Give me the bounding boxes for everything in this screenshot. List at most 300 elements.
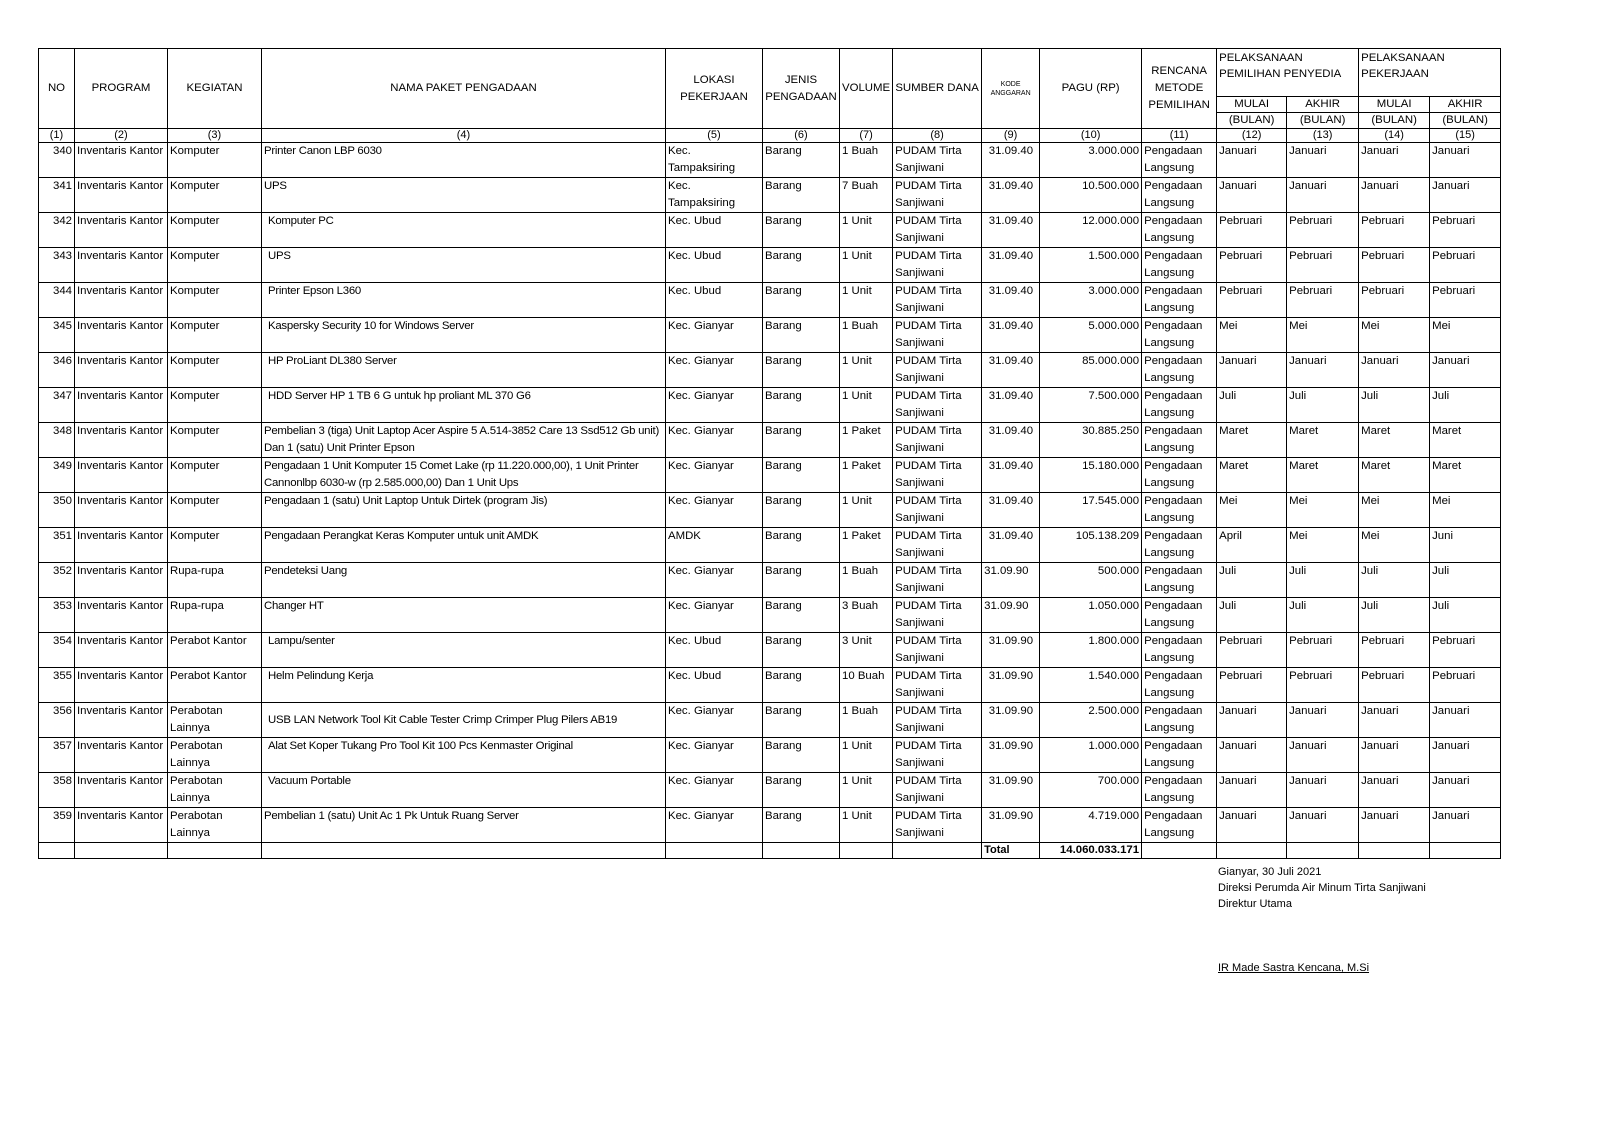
cell-pekerjaan-akhir: Mei [1430, 318, 1501, 353]
header-program: PROGRAM [75, 49, 168, 129]
cell-pekerjaan-mulai: Juli [1359, 598, 1430, 633]
header-lokasi: LOKASI PEKERJAAN [666, 49, 763, 129]
cell-volume: 1 Buah [840, 318, 893, 353]
cell-pekerjaan-akhir: Januari [1430, 773, 1501, 808]
cell-sumber-dana: PUDAM Tirta Sanjiwani [893, 808, 982, 843]
cell-metode: Pengadaan Langsung [1142, 458, 1217, 493]
cell-jenis: Barang [763, 143, 840, 178]
cell-sumber-dana: PUDAM Tirta Sanjiwani [893, 283, 982, 318]
cell-pekerjaan-mulai: Januari [1359, 808, 1430, 843]
table-row [39, 493, 1501, 528]
header-mulai: MULAI [1359, 97, 1430, 113]
cell-lokasi: Kec. Gianyar [666, 738, 763, 773]
cell-metode: Pengadaan Langsung [1142, 283, 1217, 318]
total-value: 14.060.033.171 [1040, 843, 1142, 859]
header-bulan: (BULAN) [1287, 113, 1359, 129]
cell-kode-anggaran: 31.09.40 [982, 248, 1040, 283]
cell-jenis: Barang [763, 318, 840, 353]
cell-pagu: 105.138.209 [1040, 528, 1142, 563]
cell-pemilihan-akhir: Januari [1287, 808, 1359, 843]
cell-program: Inventaris Kantor [75, 738, 168, 773]
cell-volume: 10 Buah [840, 668, 893, 703]
cell-volume: 7 Buah [840, 178, 893, 213]
cell-pagu: 17.545.000 [1040, 493, 1142, 528]
cell-program: Inventaris Kantor [75, 143, 168, 178]
cell-pagu: 700.000 [1040, 773, 1142, 808]
cell-kegiatan: Komputer [168, 353, 262, 388]
cell-volume: 1 Unit [840, 773, 893, 808]
cell-nama-paket: Pembelian 1 (satu) Unit Ac 1 Pk Untuk Ruang Server [262, 808, 666, 843]
cell-kode-anggaran: 31.09.40 [982, 493, 1040, 528]
cell-volume: 1 Paket [840, 423, 893, 458]
cell-pekerjaan-mulai: Maret [1359, 423, 1430, 458]
cell-volume: 3 Buah [840, 598, 893, 633]
cell-jenis: Barang [763, 248, 840, 283]
cell-kode-anggaran: 31.09.40 [982, 528, 1040, 563]
table-row [39, 248, 1501, 283]
cell-jenis: Barang [763, 633, 840, 668]
cell-pemilihan-akhir: Januari [1287, 353, 1359, 388]
cell-pekerjaan-mulai: Juli [1359, 563, 1430, 598]
cell-program: Inventaris Kantor [75, 563, 168, 598]
cell-program: Inventaris Kantor [75, 353, 168, 388]
table-row [39, 283, 1501, 318]
cell-kode-anggaran: 31.09.90 [982, 598, 1040, 633]
cell-kegiatan: Perabot Kantor [168, 668, 262, 703]
cell-pekerjaan-akhir: Juli [1430, 388, 1501, 423]
cell-volume: 1 Unit [840, 738, 893, 773]
cell-pagu: 2.500.000 [1040, 703, 1142, 738]
cell-nama-paket: HP ProLiant DL380 Server [262, 353, 666, 388]
table-row [39, 388, 1501, 423]
cell-pekerjaan-akhir: Mei [1430, 493, 1501, 528]
cell-pemilihan-mulai: Pebruari [1217, 213, 1287, 248]
cell-kegiatan: Rupa-rupa [168, 563, 262, 598]
cell-pemilihan-mulai: Januari [1217, 738, 1287, 773]
cell-kode-anggaran: 31.09.90 [982, 668, 1040, 703]
cell-metode: Pengadaan Langsung [1142, 773, 1217, 808]
cell-nama-paket: Kaspersky Security 10 for Windows Server [262, 318, 666, 353]
header-nama-paket: NAMA PAKET PENGADAAN [262, 49, 666, 129]
cell-pekerjaan-mulai: Januari [1359, 773, 1430, 808]
cell-sumber-dana: PUDAM Tirta Sanjiwani [893, 598, 982, 633]
cell-nama-paket: Pengadaan 1 Unit Komputer 15 Comet Lake (rp 11.220.000,00), 1 Unit Printer Cannonlbp 6030-w (rp 2.585.000,00) Dan 1 Unit Ups [262, 458, 666, 493]
header-kegiatan: KEGIATAN [168, 49, 262, 129]
cell-sumber-dana: PUDAM Tirta Sanjiwani [893, 668, 982, 703]
cell-program: Inventaris Kantor [75, 423, 168, 458]
cell-no: 347 [39, 388, 75, 423]
cell-metode: Pengadaan Langsung [1142, 703, 1217, 738]
cell-pekerjaan-akhir: Maret [1430, 458, 1501, 493]
signature-block [1218, 864, 1426, 976]
cell-pagu: 7.500.000 [1040, 388, 1142, 423]
cell-no: 359 [39, 808, 75, 843]
cell-program: Inventaris Kantor [75, 388, 168, 423]
cell-pagu: 1.500.000 [1040, 248, 1142, 283]
header-pelaksanaan-pemilihan: PELAKSANAAN PEMILIHAN PENYEDIA [1217, 49, 1359, 97]
cell-program: Inventaris Kantor [75, 528, 168, 563]
cell-pemilihan-mulai: Maret [1217, 458, 1287, 493]
cell-lokasi: Kec. Ubud [666, 213, 763, 248]
cell-nama-paket: Pendeteksi Uang [262, 563, 666, 598]
cell-no: 342 [39, 213, 75, 248]
table-row [39, 528, 1501, 563]
cell-jenis: Barang [763, 283, 840, 318]
cell-pekerjaan-mulai: Mei [1359, 528, 1430, 563]
cell-volume: 1 Buah [840, 143, 893, 178]
cell-program: Inventaris Kantor [75, 598, 168, 633]
cell-pemilihan-akhir: Maret [1287, 458, 1359, 493]
column-index-row [39, 129, 1501, 143]
cell-no: 358 [39, 773, 75, 808]
cell-nama-paket: Pembelian 3 (tiga) Unit Laptop Acer Aspire 5 A.514-3852 Care 13 Ssd512 Gb unit) Dan 1 (satu) Unit Printer Epson [262, 423, 666, 458]
cell-pekerjaan-mulai: Januari [1359, 353, 1430, 388]
cell-metode: Pengadaan Langsung [1142, 528, 1217, 563]
cell-jenis: Barang [763, 563, 840, 598]
cell-pemilihan-mulai: Mei [1217, 318, 1287, 353]
cell-volume: 3 Unit [840, 633, 893, 668]
cell-pekerjaan-akhir: Pebruari [1430, 248, 1501, 283]
cell-lokasi: Kec. Ubud [666, 283, 763, 318]
cell-lokasi: Kec. Ubud [666, 248, 763, 283]
cell-pemilihan-mulai: Januari [1217, 353, 1287, 388]
cell-program: Inventaris Kantor [75, 808, 168, 843]
cell-sumber-dana: PUDAM Tirta Sanjiwani [893, 703, 982, 738]
cell-metode: Pengadaan Langsung [1142, 318, 1217, 353]
cell-kode-anggaran: 31.09.40 [982, 388, 1040, 423]
table-row [39, 563, 1501, 598]
cell-volume: 1 Buah [840, 563, 893, 598]
cell-no: 356 [39, 703, 75, 738]
cell-volume: 1 Unit [840, 353, 893, 388]
cell-nama-paket: Helm Pelindung Kerja [262, 668, 666, 703]
cell-nama-paket: USB LAN Network Tool Kit Cable Tester Crimp Crimper Plug Pilers AB19 [262, 703, 666, 738]
cell-jenis: Barang [763, 668, 840, 703]
cell-pagu: 30.885.250 [1040, 423, 1142, 458]
cell-pagu: 5.000.000 [1040, 318, 1142, 353]
header-sumber-dana: SUMBER DANA [893, 49, 982, 129]
cell-kode-anggaran: 31.09.90 [982, 738, 1040, 773]
cell-pemilihan-mulai: Pebruari [1217, 283, 1287, 318]
column-index: (9) [982, 129, 1040, 143]
cell-pemilihan-akhir: Pebruari [1287, 283, 1359, 318]
cell-program: Inventaris Kantor [75, 633, 168, 668]
cell-pagu: 85.000.000 [1040, 353, 1142, 388]
cell-pekerjaan-mulai: Januari [1359, 703, 1430, 738]
cell-sumber-dana: PUDAM Tirta Sanjiwani [893, 143, 982, 178]
cell-pagu: 1.000.000 [1040, 738, 1142, 773]
cell-sumber-dana: PUDAM Tirta Sanjiwani [893, 563, 982, 598]
cell-lokasi: Kec. Gianyar [666, 353, 763, 388]
table-row [39, 458, 1501, 493]
cell-pekerjaan-akhir: Januari [1430, 703, 1501, 738]
table-footer [39, 843, 1501, 859]
header-bulan: (BULAN) [1359, 113, 1430, 129]
cell-jenis: Barang [763, 773, 840, 808]
cell-sumber-dana: PUDAM Tirta Sanjiwani [893, 353, 982, 388]
cell-lokasi: Kec. Gianyar [666, 598, 763, 633]
cell-kegiatan: Perabot Kantor [168, 633, 262, 668]
cell-pemilihan-akhir: Maret [1287, 423, 1359, 458]
cell-metode: Pengadaan Langsung [1142, 563, 1217, 598]
cell-kegiatan: Komputer [168, 388, 262, 423]
cell-no: 343 [39, 248, 75, 283]
cell-program: Inventaris Kantor [75, 703, 168, 738]
table-row [39, 703, 1501, 738]
cell-pekerjaan-akhir: Pebruari [1430, 213, 1501, 248]
cell-no: 355 [39, 668, 75, 703]
cell-pemilihan-akhir: Januari [1287, 703, 1359, 738]
cell-kode-anggaran: 31.09.90 [982, 808, 1040, 843]
cell-nama-paket: HDD Server HP 1 TB 6 G untuk hp proliant ML 370 G6 [262, 388, 666, 423]
table-row [39, 353, 1501, 388]
cell-metode: Pengadaan Langsung [1142, 178, 1217, 213]
cell-metode: Pengadaan Langsung [1142, 633, 1217, 668]
cell-nama-paket: Printer Epson L360 [262, 283, 666, 318]
header-pagu: PAGU (RP) [1040, 49, 1142, 129]
cell-pemilihan-akhir: Mei [1287, 528, 1359, 563]
cell-sumber-dana: PUDAM Tirta Sanjiwani [893, 493, 982, 528]
table-header [39, 49, 1501, 143]
cell-kegiatan: Komputer [168, 143, 262, 178]
cell-metode: Pengadaan Langsung [1142, 598, 1217, 633]
column-index: (11) [1142, 129, 1217, 143]
cell-sumber-dana: PUDAM Tirta Sanjiwani [893, 178, 982, 213]
cell-nama-paket: UPS [262, 178, 666, 213]
cell-sumber-dana: PUDAM Tirta Sanjiwani [893, 213, 982, 248]
cell-pekerjaan-mulai: Pebruari [1359, 283, 1430, 318]
cell-no: 350 [39, 493, 75, 528]
cell-pemilihan-mulai: Juli [1217, 563, 1287, 598]
cell-pekerjaan-mulai: Januari [1359, 178, 1430, 213]
header-akhir: AKHIR [1287, 97, 1359, 113]
cell-jenis: Barang [763, 738, 840, 773]
procurement-table [38, 48, 1501, 859]
cell-nama-paket: Vacuum Portable [262, 773, 666, 808]
cell-lokasi: Kec. Gianyar [666, 808, 763, 843]
cell-pemilihan-mulai: Juli [1217, 388, 1287, 423]
cell-kegiatan: Perabotan Lainnya [168, 773, 262, 808]
cell-jenis: Barang [763, 353, 840, 388]
cell-jenis: Barang [763, 213, 840, 248]
cell-pemilihan-akhir: Januari [1287, 143, 1359, 178]
cell-pemilihan-akhir: Januari [1287, 178, 1359, 213]
cell-volume: 1 Unit [840, 808, 893, 843]
cell-lokasi: Kec. Gianyar [666, 388, 763, 423]
cell-kegiatan: Perabotan Lainnya [168, 808, 262, 843]
table-row [39, 213, 1501, 248]
cell-pemilihan-akhir: Juli [1287, 563, 1359, 598]
cell-pemilihan-akhir: Januari [1287, 738, 1359, 773]
cell-pemilihan-akhir: Mei [1287, 318, 1359, 353]
column-index: (2) [75, 129, 168, 143]
cell-pekerjaan-mulai: Juli [1359, 388, 1430, 423]
cell-pemilihan-mulai: Pebruari [1217, 668, 1287, 703]
cell-pagu: 3.000.000 [1040, 283, 1142, 318]
cell-kegiatan: Komputer [168, 178, 262, 213]
cell-no: 346 [39, 353, 75, 388]
cell-kode-anggaran: 31.09.40 [982, 143, 1040, 178]
cell-kode-anggaran: 31.09.90 [982, 773, 1040, 808]
header-no: NO [39, 49, 75, 129]
cell-pemilihan-akhir: Juli [1287, 388, 1359, 423]
cell-jenis: Barang [763, 423, 840, 458]
cell-pagu: 500.000 [1040, 563, 1142, 598]
cell-kegiatan: Komputer [168, 248, 262, 283]
cell-pagu: 15.180.000 [1040, 458, 1142, 493]
cell-pemilihan-akhir: Pebruari [1287, 668, 1359, 703]
table-row [39, 178, 1501, 213]
cell-program: Inventaris Kantor [75, 213, 168, 248]
cell-pemilihan-mulai: Mei [1217, 493, 1287, 528]
cell-kode-anggaran: 31.09.40 [982, 423, 1040, 458]
cell-nama-paket: Pengadaan Perangkat Keras Komputer untuk unit AMDK [262, 528, 666, 563]
cell-lokasi: Kec. Gianyar [666, 703, 763, 738]
column-index: (4) [262, 129, 666, 143]
table-body [39, 143, 1501, 843]
cell-volume: 1 Paket [840, 458, 893, 493]
cell-pekerjaan-mulai: Mei [1359, 318, 1430, 353]
cell-nama-paket: Alat Set Koper Tukang Pro Tool Kit 100 Pcs Kenmaster Original [262, 738, 666, 773]
cell-metode: Pengadaan Langsung [1142, 423, 1217, 458]
cell-pemilihan-mulai: Januari [1217, 773, 1287, 808]
cell-nama-paket: UPS [262, 248, 666, 283]
cell-jenis: Barang [763, 528, 840, 563]
cell-pekerjaan-akhir: Juni [1430, 528, 1501, 563]
cell-program: Inventaris Kantor [75, 668, 168, 703]
cell-pagu: 10.500.000 [1040, 178, 1142, 213]
cell-pekerjaan-akhir: Juli [1430, 563, 1501, 598]
cell-pemilihan-mulai: Januari [1217, 808, 1287, 843]
cell-pemilihan-mulai: Januari [1217, 178, 1287, 213]
cell-metode: Pengadaan Langsung [1142, 388, 1217, 423]
cell-no: 340 [39, 143, 75, 178]
column-index: (6) [763, 129, 840, 143]
cell-program: Inventaris Kantor [75, 773, 168, 808]
cell-program: Inventaris Kantor [75, 283, 168, 318]
cell-kode-anggaran: 31.09.40 [982, 178, 1040, 213]
cell-pekerjaan-mulai: Januari [1359, 143, 1430, 178]
cell-kode-anggaran: 31.09.90 [982, 703, 1040, 738]
cell-jenis: Barang [763, 178, 840, 213]
header-mulai: MULAI [1217, 97, 1287, 113]
cell-sumber-dana: PUDAM Tirta Sanjiwani [893, 318, 982, 353]
cell-pekerjaan-akhir: Januari [1430, 808, 1501, 843]
cell-jenis: Barang [763, 458, 840, 493]
cell-kegiatan: Komputer [168, 493, 262, 528]
header-bulan: (BULAN) [1430, 113, 1501, 129]
cell-lokasi: AMDK [666, 528, 763, 563]
position: Direktur Utama [1218, 898, 1292, 910]
header-bulan: (BULAN) [1217, 113, 1287, 129]
cell-lokasi: Kec. Tampaksiring [666, 143, 763, 178]
cell-sumber-dana: PUDAM Tirta Sanjiwani [893, 423, 982, 458]
cell-pemilihan-mulai: Pebruari [1217, 248, 1287, 283]
cell-pekerjaan-mulai: Mei [1359, 493, 1430, 528]
cell-volume: 1 Unit [840, 283, 893, 318]
cell-kegiatan: Komputer [168, 528, 262, 563]
cell-volume: 1 Unit [840, 388, 893, 423]
cell-pagu: 1.540.000 [1040, 668, 1142, 703]
cell-program: Inventaris Kantor [75, 318, 168, 353]
cell-pagu: 12.000.000 [1040, 213, 1142, 248]
cell-pagu: 3.000.000 [1040, 143, 1142, 178]
cell-pagu: 1.800.000 [1040, 633, 1142, 668]
column-index: (1) [39, 129, 75, 143]
cell-pekerjaan-mulai: Pebruari [1359, 668, 1430, 703]
cell-pekerjaan-akhir: Januari [1430, 353, 1501, 388]
cell-pekerjaan-akhir: Pebruari [1430, 283, 1501, 318]
cell-kegiatan: Perabotan Lainnya [168, 738, 262, 773]
total-label: Total [982, 843, 1040, 859]
cell-kegiatan: Perabotan Lainnya [168, 703, 262, 738]
cell-nama-paket: Komputer PC [262, 213, 666, 248]
cell-volume: 1 Paket [840, 528, 893, 563]
column-index: (12) [1217, 129, 1287, 143]
cell-metode: Pengadaan Langsung [1142, 353, 1217, 388]
cell-lokasi: Kec. Gianyar [666, 423, 763, 458]
column-index: (15) [1430, 129, 1501, 143]
cell-metode: Pengadaan Langsung [1142, 808, 1217, 843]
header-volume: VOLUME [840, 49, 893, 129]
cell-pemilihan-mulai: Pebruari [1217, 633, 1287, 668]
cell-lokasi: Kec. Gianyar [666, 773, 763, 808]
table-row [39, 738, 1501, 773]
cell-pemilihan-mulai: Juli [1217, 598, 1287, 633]
cell-jenis: Barang [763, 388, 840, 423]
place-date: Gianyar, 30 Juli 2021 [1218, 866, 1322, 878]
cell-program: Inventaris Kantor [75, 248, 168, 283]
cell-pemilihan-mulai: Januari [1217, 703, 1287, 738]
cell-sumber-dana: PUDAM Tirta Sanjiwani [893, 738, 982, 773]
cell-pemilihan-mulai: April [1217, 528, 1287, 563]
cell-no: 357 [39, 738, 75, 773]
cell-pemilihan-akhir: Pebruari [1287, 248, 1359, 283]
cell-pemilihan-akhir: Mei [1287, 493, 1359, 528]
cell-lokasi: Kec. Gianyar [666, 458, 763, 493]
cell-program: Inventaris Kantor [75, 178, 168, 213]
cell-nama-paket: Pengadaan 1 (satu) Unit Laptop Untuk Dirtek (program Jis) [262, 493, 666, 528]
table-row [39, 143, 1501, 178]
cell-volume: 1 Unit [840, 248, 893, 283]
cell-sumber-dana: PUDAM Tirta Sanjiwani [893, 458, 982, 493]
cell-no: 352 [39, 563, 75, 598]
cell-sumber-dana: PUDAM Tirta Sanjiwani [893, 528, 982, 563]
cell-sumber-dana: PUDAM Tirta Sanjiwani [893, 388, 982, 423]
cell-no: 344 [39, 283, 75, 318]
cell-pekerjaan-akhir: Maret [1430, 423, 1501, 458]
cell-kode-anggaran: 31.09.40 [982, 353, 1040, 388]
cell-volume: 1 Unit [840, 493, 893, 528]
cell-pekerjaan-mulai: Pebruari [1359, 248, 1430, 283]
table-row [39, 773, 1501, 808]
column-index: (14) [1359, 129, 1430, 143]
cell-pekerjaan-mulai: Pebruari [1359, 213, 1430, 248]
header-rencana: RENCANA METODE PEMILIHAN [1142, 49, 1217, 129]
table-row [39, 318, 1501, 353]
cell-pekerjaan-akhir: Januari [1430, 738, 1501, 773]
cell-sumber-dana: PUDAM Tirta Sanjiwani [893, 773, 982, 808]
cell-metode: Pengadaan Langsung [1142, 248, 1217, 283]
cell-metode: Pengadaan Langsung [1142, 143, 1217, 178]
header-jenis: JENIS PENGADAAN [763, 49, 840, 129]
cell-metode: Pengadaan Langsung [1142, 738, 1217, 773]
cell-kode-anggaran: 31.09.40 [982, 458, 1040, 493]
cell-nama-paket: Printer Canon LBP 6030 [262, 143, 666, 178]
cell-no: 351 [39, 528, 75, 563]
cell-kegiatan: Komputer [168, 283, 262, 318]
cell-pagu: 1.050.000 [1040, 598, 1142, 633]
